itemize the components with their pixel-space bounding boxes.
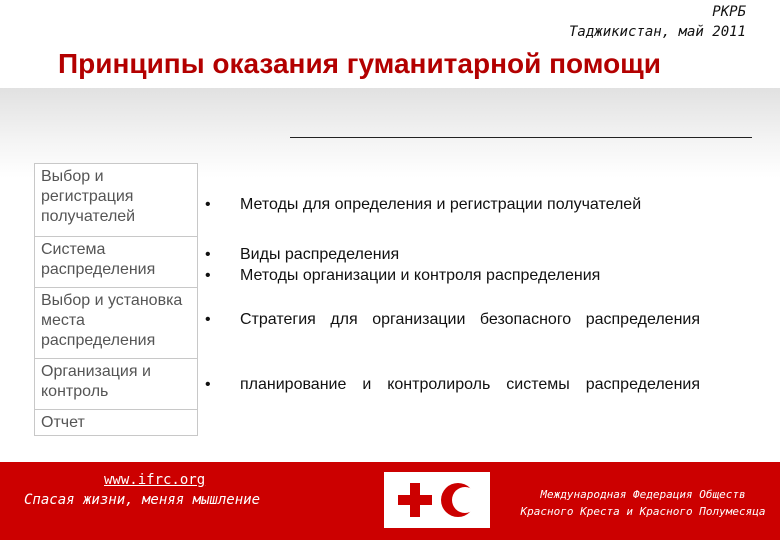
- slide-title: Принципы оказания гуманитарной помощи: [58, 48, 662, 79]
- row-text: Стратегия для организации безопасного распределения: [240, 311, 700, 328]
- content-row: [200, 265, 700, 287]
- bullet-marker: •: [205, 267, 211, 284]
- row-text: Методы для определения и регистрации получателей: [240, 196, 642, 213]
- cross-vertical-bar: [410, 483, 420, 517]
- footer-bar: [0, 462, 780, 540]
- content-row: [200, 244, 700, 266]
- header-meta: [569, 2, 746, 42]
- red-cross-crescent-emblem: [384, 472, 490, 528]
- row-text: Методы организации и контроля распределения: [240, 267, 601, 284]
- footer-slogan: Спасая жизни, меняя мышление: [24, 492, 261, 508]
- bullet-marker: •: [205, 196, 211, 213]
- emblem-svg: [386, 474, 488, 526]
- content-row: [200, 194, 700, 216]
- bullet-marker: •: [205, 311, 211, 328]
- location-date: Таджикистан, май 2011: [568, 24, 746, 40]
- menu-item-report[interactable]: Отчет: [34, 410, 198, 436]
- title-divider: [290, 137, 752, 138]
- federation-name-line: Красного Креста и Красного Полумесяца: [520, 505, 766, 518]
- menu-item-distribution-site[interactable]: Выбор и установка места распределения: [34, 288, 198, 359]
- content-row: [200, 374, 700, 418]
- crescent-cutout: [452, 487, 478, 513]
- content-row: [200, 309, 700, 353]
- bullet-marker: •: [205, 246, 211, 263]
- menu-item-organization-control[interactable]: Организация и контроль: [34, 359, 198, 410]
- side-menu: [34, 163, 198, 436]
- menu-item-beneficiary-selection[interactable]: Выбор и регистрация получателей: [34, 164, 198, 237]
- row-text: планирование и контролироль системы распределения: [240, 376, 700, 393]
- menu-item-distribution-system[interactable]: Система распределения: [34, 237, 198, 288]
- website-link[interactable]: www.ifrc.org: [104, 472, 206, 488]
- row-text: Виды распределения: [240, 246, 400, 263]
- bullet-marker: •: [205, 376, 211, 393]
- org-abbreviation: РКРБ: [712, 4, 746, 20]
- federation-name: [512, 486, 774, 520]
- federation-name-line: Международная Федерация Обществ: [540, 488, 746, 501]
